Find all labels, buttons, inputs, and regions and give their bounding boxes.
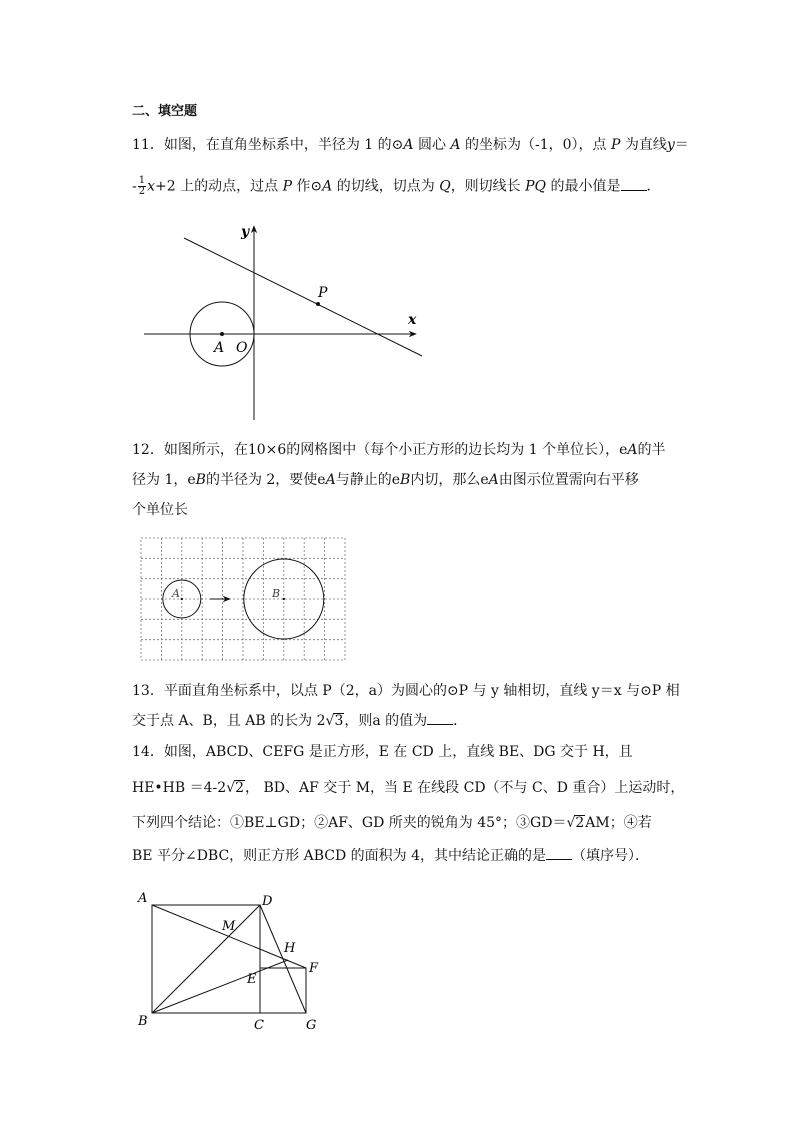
q11-text: 的坐标为（-1，0），点 [460, 137, 611, 153]
q11-line2 [132, 176, 661, 197]
q11-var: y [666, 137, 675, 153]
label-B: B [138, 1014, 148, 1029]
q13-text: ，则a 的值为 [344, 713, 428, 729]
q11-text: 为直线 [620, 137, 667, 153]
q13-number: 13． [132, 683, 164, 699]
q12-line2 [132, 470, 639, 490]
q11-text: 作⊙ [291, 178, 323, 195]
q12-text: 径为 1，e [132, 472, 196, 488]
label-x: x [408, 312, 417, 328]
q12-figure [140, 537, 346, 661]
q11-var: A [403, 137, 414, 153]
label-C: C [254, 1018, 264, 1033]
q11-var: P [282, 178, 292, 195]
label-O: O [236, 340, 248, 356]
q14-number: 14． [132, 744, 164, 760]
point-A-dot [220, 332, 224, 336]
q12-text: 由图示位置需向右平移 [498, 472, 639, 488]
q11-text: 的切线，切点为 [332, 178, 440, 195]
sqrt-sign: √ [566, 815, 576, 831]
q14-line1 [132, 742, 633, 762]
sqrt-sign: √ [226, 780, 236, 796]
q12-text: 个单位长 [132, 502, 188, 518]
label-G: G [306, 1018, 317, 1033]
label-D: D [262, 894, 273, 909]
q14-figure [132, 888, 332, 1038]
q11-var: A [450, 137, 461, 153]
label-P: P [318, 285, 328, 301]
q14-text: BE 平分∠DBC，则正方形 ABCD 的面积为 4，其中结论正确的是 [132, 848, 547, 864]
q12-text: 的半径为 2，要使e [205, 472, 326, 488]
q14-text: 如图，ABCD、CEFG 是正方形，E 在 CD 上，直线 BE、DG 交于 H，且 [163, 744, 633, 760]
point-P-dot [316, 302, 320, 306]
label-M: M [222, 919, 236, 934]
sqrt-sign: √ [325, 713, 335, 729]
q11-var: P [610, 137, 621, 153]
q11-var: Q [439, 178, 451, 195]
fraction [138, 176, 146, 197]
label-y: y [241, 224, 250, 240]
q14-text: （填序号）． [572, 848, 650, 864]
q14-text: AM；④若 [585, 815, 652, 831]
q12-text: 的半 [637, 442, 666, 458]
q12-line1 [132, 440, 666, 460]
q13-text: ． [453, 713, 468, 729]
q14-line2 [132, 778, 684, 798]
q12-var: B [195, 472, 206, 488]
label-A: A [138, 891, 148, 906]
q14-line3 [132, 813, 652, 833]
label-F: F [309, 961, 319, 976]
q13-text: 平面直角坐标系中，以点 P（2，a）为圆心的⊙P 与 y 轴相切，直线 y＝x 与⊙P 相 [163, 683, 680, 699]
section-title: 二、填空题 [132, 104, 198, 119]
q11-text: ＝ [674, 137, 689, 153]
answer-blank[interactable] [621, 178, 647, 191]
q13-text: 交于点 A、B，且 AB 的长为 2 [132, 713, 326, 729]
q12-var: A [325, 472, 336, 488]
fraction-numerator: 1 [138, 175, 146, 186]
sqrt-radicand: 2 [235, 780, 245, 796]
label-H: H [284, 941, 296, 956]
answer-blank[interactable] [427, 712, 453, 725]
q11-text: 如图，在直角坐标系中，半径为 1 的⊙ [163, 137, 404, 153]
q12-var: A [488, 472, 499, 488]
q11-text: 的最小值是 [546, 178, 621, 195]
q12-line3 [132, 500, 188, 520]
sqrt-radicand: 3 [334, 713, 344, 729]
q14-text: 下列四个结论：①BE⊥GD；②AF、GD 所夹的锐角为 45°；③GD＝ [132, 815, 567, 831]
q12-text: 与静止的e [335, 472, 401, 488]
q14-text: ， BD、AF 交于 M，当 E 在线段 CD（不与 C、D 重合）上运动时， [245, 780, 685, 796]
q12-var: A [627, 442, 638, 458]
q11-figure [140, 220, 440, 425]
center-B [283, 598, 285, 600]
answer-blank[interactable] [546, 847, 572, 860]
label-E: E [247, 972, 257, 987]
q12-text: 内切，那么e [410, 472, 489, 488]
q12-text: 如图所示，在10×6的网格图中（每个小正方形的边长均为 1 个单位长），e [163, 442, 628, 458]
q11-text: ，则切线长 [450, 178, 526, 195]
q11-var: x [147, 178, 156, 195]
q11-number: 11． [132, 137, 164, 153]
q11-line1 [132, 135, 689, 155]
label-A: A [172, 587, 180, 600]
q14-line4 [132, 846, 649, 866]
q14-text: HE•HB ＝4-2 [132, 780, 227, 796]
q11-text: ． [646, 178, 661, 195]
q11-text: +2 上的动点，过点 [155, 178, 283, 195]
sqrt-radicand: 2 [575, 815, 585, 831]
fraction-denominator: 2 [138, 186, 146, 197]
line-l [184, 238, 422, 356]
center-A [181, 598, 183, 600]
q11-var: A [322, 178, 333, 195]
q12-var: B [400, 472, 411, 488]
minus-sign: - [132, 178, 137, 195]
q11-text: 圆心 [413, 137, 451, 153]
label-B: B [272, 587, 281, 600]
q13-line2 [132, 711, 467, 731]
label-A: A [214, 340, 225, 356]
q11-var: PQ [525, 178, 547, 195]
q12-number: 12． [132, 442, 164, 458]
q13-line1 [132, 681, 680, 701]
